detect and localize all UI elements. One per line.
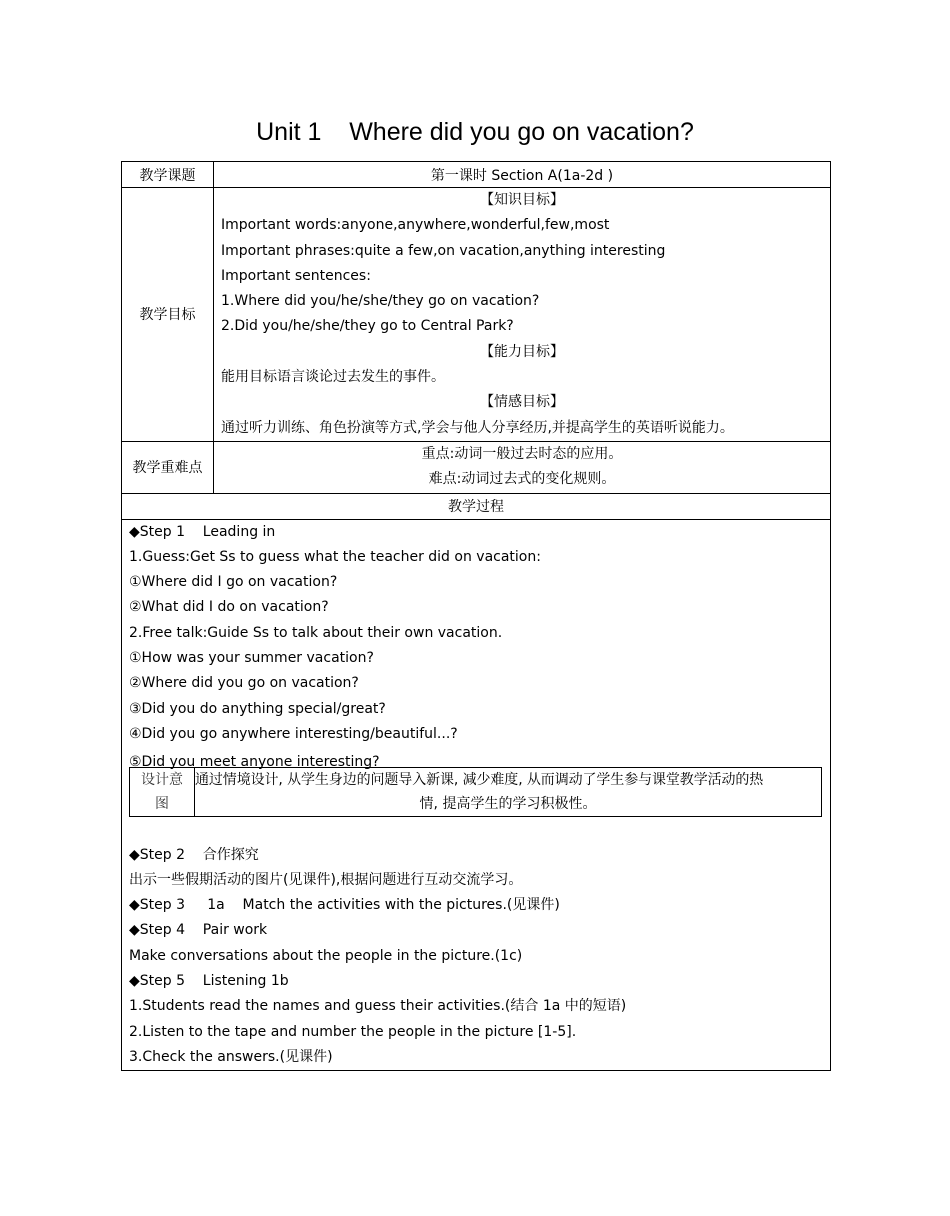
design-intent-text: 通过情境设计, 从学生身边的问题导入新课, 减少难度, 从而调动了学生参与课堂教学活动的热 情, 提高学生的学习积极性。 <box>195 768 822 817</box>
emotion-goal-heading: 【情感目标】 <box>480 394 564 411</box>
key-points-content <box>214 441 831 493</box>
key-points-row <box>122 441 831 493</box>
process-content <box>122 519 831 1071</box>
objective-line: 通过听力训练、角色扮演等方式,学会与他人分享经历,并提高学生的英语听说能力。 <box>221 419 734 436</box>
process-line: ②What did I do on vacation? <box>129 599 329 616</box>
knowledge-goal-heading: 【知识目标】 <box>480 192 564 208</box>
process-line: ①Where did I go on vacation? <box>129 574 338 591</box>
process-line: 2.Listen to the tape and number the people in the picture [1-5]. <box>129 1023 577 1040</box>
difficulty-line: 难点:动词过去式的变化规则。 <box>428 471 616 488</box>
objectives-label: 教学目标 <box>122 188 214 442</box>
process-line: ⑤Did you meet anyone interesting? <box>129 754 380 771</box>
process-line: ④Did you go anywhere interesting/beautiful...? <box>129 725 458 742</box>
process-line: ①How was your summer vacation? <box>129 650 374 667</box>
process-line: 3.Check the answers.(见课件) <box>129 1048 333 1065</box>
design-intent-table <box>129 767 822 817</box>
step-heading: ◆Step 5 Listening 1b <box>129 973 289 990</box>
process-line: 出示一些假期活动的图片(见课件),根据问题进行互动交流学习。 <box>129 871 523 888</box>
key-point-line: 重点:动词一般过去时态的应用。 <box>421 445 623 462</box>
step-heading: ◆Step 3 1a Match the activities with the pictures.(见课件) <box>129 897 560 914</box>
objective-line: 2.Did you/he/she/they go to Central Park? <box>221 318 514 335</box>
objective-line: Important phrases:quite a few,on vacation,anything interesting <box>221 242 666 259</box>
step-heading: ◆Step 2 合作探究 <box>129 846 259 863</box>
process-header: 教学过程 <box>122 493 831 519</box>
objective-line: 1.Where did you/he/she/they go on vacation? <box>221 293 540 310</box>
topic-row <box>122 162 831 188</box>
process-line: 2.Free talk:Guide Ss to talk about their own vacation. <box>129 624 503 641</box>
design-intent-label: 设计意 图 <box>130 768 195 817</box>
process-line: ③Did you do anything special/great? <box>129 700 386 717</box>
objectives-content <box>214 188 831 442</box>
lesson-plan-table <box>121 161 831 1071</box>
topic-label: 教学课题 <box>122 162 214 188</box>
topic-value: 第一课时 Section A(1a-2d ) <box>214 162 831 188</box>
page-title: Unit 1 Where did you go on vacation? <box>256 118 694 146</box>
process-header-row <box>122 493 831 519</box>
objective-line: Important sentences: <box>221 267 371 284</box>
spacer <box>122 817 830 842</box>
process-line: ②Where did you go on vacation? <box>129 675 359 692</box>
process-line: 1.Guess:Get Ss to guess what the teacher did on vacation: <box>129 548 541 565</box>
ability-goal-heading: 【能力目标】 <box>480 343 564 360</box>
objective-line: 能用目标语言谈论过去发生的事件。 <box>221 369 445 386</box>
objectives-row <box>122 188 831 442</box>
process-row <box>122 519 831 1071</box>
process-line: 1.Students read the names and guess their activities.(结合 1a 中的短语) <box>129 998 627 1015</box>
step-heading: ◆Step 1 Leading in <box>129 523 276 540</box>
step-heading: ◆Step 4 Pair work <box>129 922 268 939</box>
key-points-label: 教学重难点 <box>122 441 214 493</box>
process-line: Make conversations about the people in the picture.(1c) <box>129 947 523 964</box>
objective-line: Important words:anyone,anywhere,wonderful,few,most <box>221 217 610 234</box>
